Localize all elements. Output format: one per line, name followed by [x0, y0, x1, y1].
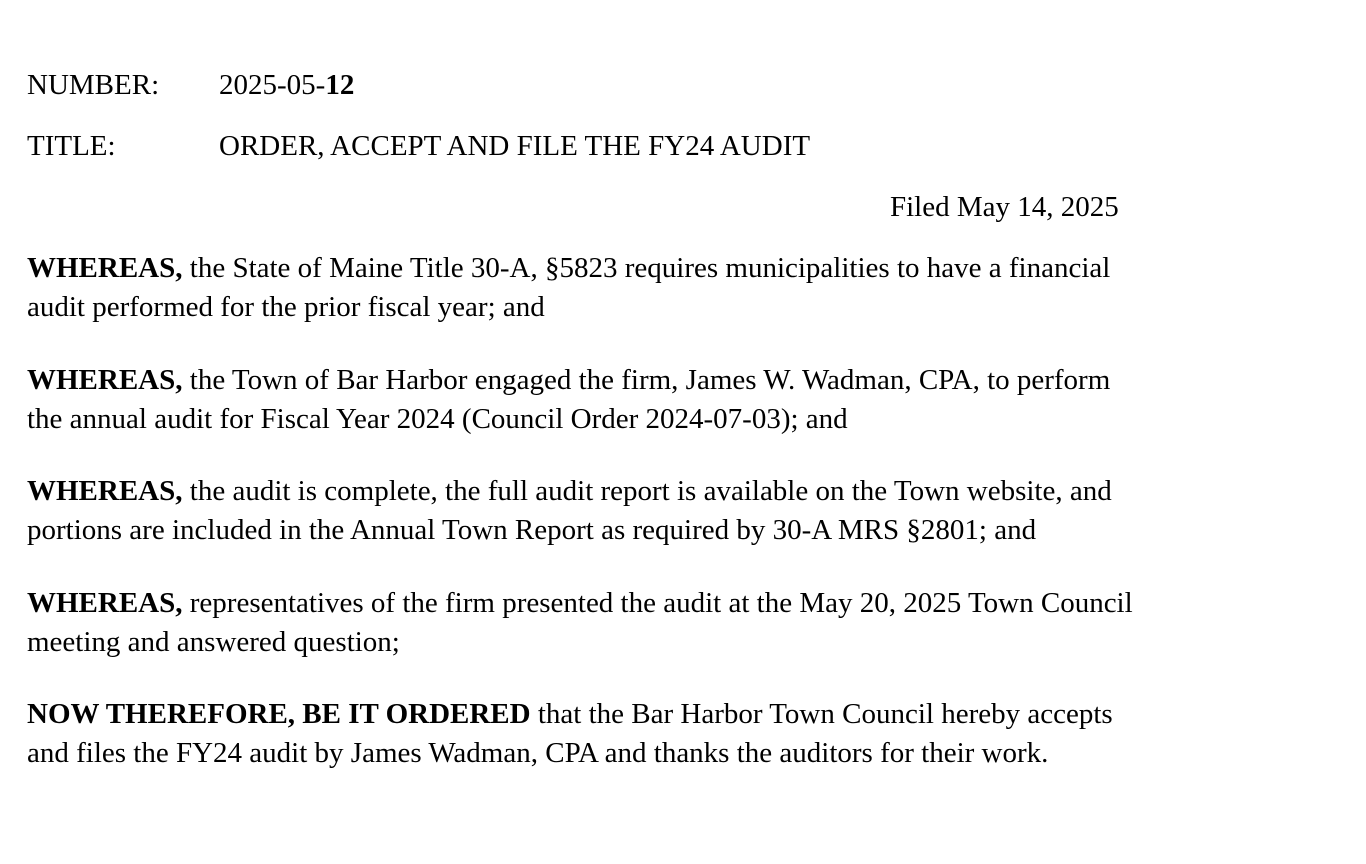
whereas-paragraph-1: [27, 249, 1327, 327]
whereas-paragraph-2: [27, 361, 1327, 439]
paragraph-line: the annual audit for Fiscal Year 2024 (Council Order 2024-07-03); and: [27, 403, 848, 435]
number-label: NUMBER:: [27, 69, 160, 101]
number-value-prefix: 2025-05-: [219, 69, 326, 101]
whereas-paragraph-3: [27, 472, 1327, 550]
paragraph-text: that the Bar Harbor Town Council hereby accepts: [530, 698, 1113, 730]
number-value: [219, 66, 354, 105]
number-value-bold: 12: [325, 69, 355, 101]
paragraph-line: portions are included in the Annual Town Report as required by 30-A MRS §2801; and: [27, 514, 1037, 546]
paragraph-lead: WHEREAS,: [27, 475, 183, 507]
paragraph-line: [27, 472, 1327, 511]
paragraph-line: [27, 361, 1327, 400]
paragraph-text: the State of Maine Title 30-A, §5823 requires municipalities to have a financial: [182, 252, 1111, 284]
paragraph-lead: WHEREAS,: [27, 587, 183, 619]
paragraph-text: the audit is complete, the full audit report is available on the Town website, and: [182, 475, 1112, 507]
paragraph-line: and files the FY24 audit by James Wadman, CPA and thanks the auditors for their work.: [27, 737, 1049, 769]
whereas-paragraph-4: [27, 584, 1327, 662]
paragraph-line: audit performed for the prior fiscal year; and: [27, 291, 545, 323]
title-value: ORDER, ACCEPT AND FILE THE FY24 AUDIT: [219, 130, 811, 162]
paragraph-text: representatives of the firm presented the audit at the May 20, 2025 Town Council: [182, 587, 1133, 619]
paragraph-line: [27, 249, 1327, 288]
paragraph-lead: WHEREAS,: [27, 364, 183, 396]
paragraph-line: [27, 584, 1327, 623]
paragraph-line: [27, 695, 1327, 734]
ordered-paragraph: [27, 695, 1327, 773]
paragraph-text: the Town of Bar Harbor engaged the firm, James W. Wadman, CPA, to perform: [182, 364, 1111, 396]
filed-date: Filed May 14, 2025: [890, 191, 1119, 223]
paragraph-line: meeting and answered question;: [27, 626, 400, 658]
paragraph-lead: NOW THEREFORE, BE IT ORDERED: [27, 698, 531, 730]
paragraph-lead: WHEREAS,: [27, 252, 183, 284]
title-label: TITLE:: [27, 130, 116, 162]
